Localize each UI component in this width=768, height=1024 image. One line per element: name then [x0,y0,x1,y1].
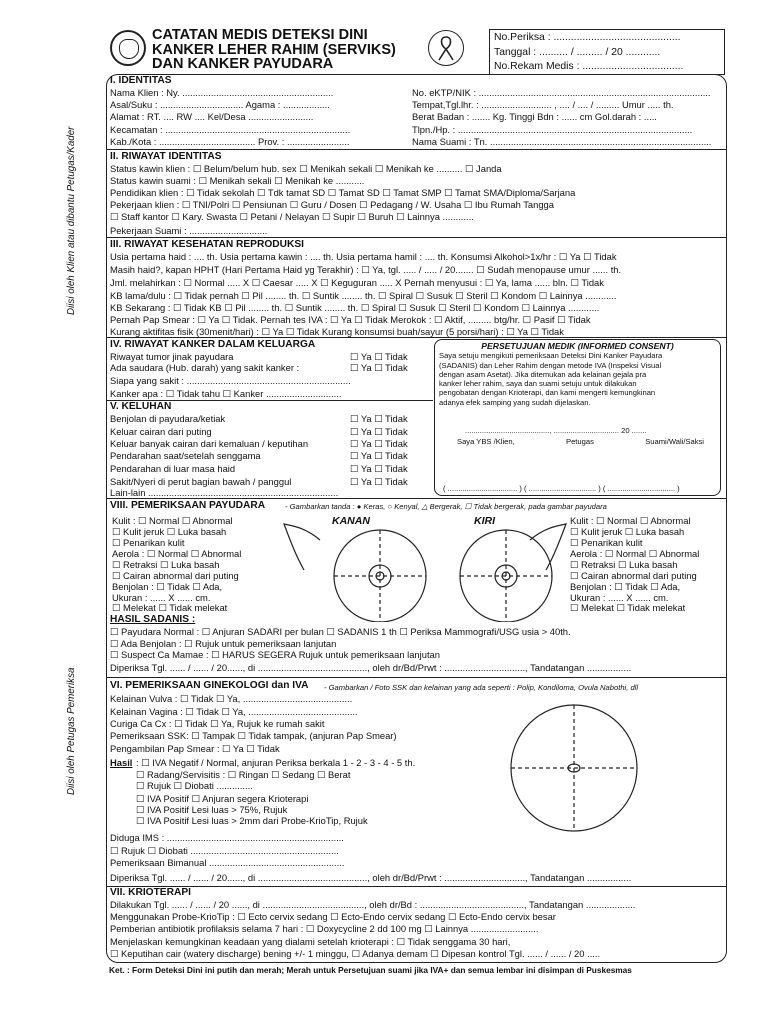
section-heading-keluarga: IV. RIWAYAT KANKER DALAM KELUARGA [110,339,316,350]
pemeriksaan-ssk-row[interactable]: Pemeriksaan SSK: ☐ Tampak ☐ Tidak tampak, (anjuran Pap Smear) [110,730,397,741]
consent-title: PERSETUJUAN MEDIK (INFORMED CONSENT) [481,341,674,351]
payudara-diperiksa-row[interactable]: Diperiksa Tgl. ...... / ...... / 20......, di .........................................., oleh dr/Bd/Prwt : ..............................., Tandatangan ................. [110,662,632,673]
keluhan-cairan-puting: Keluar cairan dari puting [110,426,212,437]
aerola-kiri-row[interactable]: Aerola : ☐ Normal ☐ Abnormal [570,548,700,559]
siapa-sakit-field[interactable]: Siapa yang sakit : ............................................................... [110,375,351,386]
keluhan-keputihan-options[interactable]: ☐ Ya ☐ Tidak [350,438,408,449]
side-label-examiner: Diisi oleh Petugas Pemeriksa [66,667,77,795]
hasil-sadanis-heading: HASIL SADANIS : [110,614,196,625]
consent-body-line: (SADANIS) dan Leher Rahim dengan metode IVA (Inspeksi Visual [439,360,662,370]
keluhan-nyeri-perut-options[interactable]: ☐ Ya ☐ Tidak [350,476,408,487]
cairan-kanan-row[interactable]: ☐ Cairan abnormal dari puting [112,570,239,581]
kulit-kanan-row[interactable]: Kulit : ☐ Normal ☐ Abnormal [112,515,233,526]
status-kawin-klien-row[interactable]: Status kawin klien : ☐ Belum/belum hub. sex ☐ Menikah sekali ☐ Menikah ke .......... ☐ Janda [110,163,502,174]
pap-smear-pengambilan-row[interactable]: Pengambilan Pap Smear : ☐ Ya ☐ Tidak [110,743,280,754]
benjolan-kanan-row[interactable]: Benjolan : ☐ Tidak ☐ Ada, [112,581,223,592]
title-line: KANKER LEHER RAHIM (SERVIKS) [152,41,396,58]
tanggal-field[interactable]: Tanggal : .......... / ......... / 20 ............ [494,46,661,58]
nama-suami-field[interactable]: Nama Suami : Tn. ..................................................................................... [412,136,712,147]
pekerjaan-klien-row-2[interactable]: ☐ Staff kantor ☐ Kary. Swasta ☐ Petani / Nelayan ☐ Supir ☐ Buruh ☐ Lainnya ............ [110,211,474,222]
retraksi-kanan-row[interactable]: ☐ Retraksi ☐ Luka basah [112,559,220,570]
probe-kriotip-row[interactable]: Menggunakan Probe-KrioTip : ☐ Ecto cervix sedang ☐ Ecto-Endo cervix sedang ☐ Ecto-Endo cervix besar [110,911,556,922]
saudara-kanker-options[interactable]: ☐ Ya ☐ Tidak [350,362,408,373]
berat-badan-field[interactable]: Berat Badan : ....... Kg. Tinggi Bdn : ...... cm Gol.darah : ..... [412,111,657,122]
aktifitas-fisik-row[interactable]: Kurang aktifitas fisik (30menit/hari) : ☐ Ya ☐ Tidak Kurang konsumsi buah/sayur (5 porsi/hari) : ☐ Ya ☐ Tidak [110,326,564,337]
melahirkan-row[interactable]: Jml. melahirkan : ☐ Normal ..... X ☐ Caesar ..... X ☐ Keguguran ..... X Pernah menyusui : ☐ Ya, lama ...... bln. ☐ Tidak [110,277,604,288]
ada-benjolan-row[interactable]: ☐ Ada Benjolan : ☐ Rujuk untuk pemeriksaan lanjutan [110,638,337,649]
pendidikan-klien-row[interactable]: Pendidikan klien : ☐ Tidak sekolah ☐ Tdk tamat SD ☐ Tamat SD ☐ Tamat SMP ☐ Tamat SMA/Diploma/Sarjana [110,187,576,198]
divider [107,498,726,499]
asal-suku-field[interactable]: Asal/Suku : ................................ Agama : .................. [110,99,330,110]
keputihan-cair-row[interactable]: ☐ Keputihan cair (watery discharge) bening +/- 1 minggu, ☐ Adanya demam ☐ Dipesan kontrol Tgl. ...... / ...... / 20 ..... [110,948,601,959]
tempat-tgl-lahir-field[interactable]: Tempat,Tgl.lhr. : ........................... , .... / .... / ......... Umur ..... th. [412,99,674,110]
breast-diagram[interactable] [280,518,570,622]
awareness-ribbon-icon [428,30,464,66]
iva-positif-row[interactable]: ☐ IVA Positif ☐ Anjuran segera Krioterapi [136,793,309,804]
radang-row[interactable]: ☐ Radang/Servisitis : ☐ Ringan ☐ Sedang ☐ Berat [136,769,351,780]
consent-body-line: Saya setuju mengikuti pemeriksaan Deteksi Dini Kanker Payudara [439,351,663,361]
section-heading-payudara: VIII. PEMERIKSAAN PAYUDARA [110,500,266,511]
penarikan-kulit-kiri-row[interactable]: ☐ Penarikan kulit [570,537,643,548]
form-title [152,28,396,72]
iva-positif-2mm-row[interactable]: ☐ IVA Positif Lesi luas > 2mm dari Probe-KrioTip, Rujuk [136,815,368,826]
kemungkinan-keadaan-row[interactable]: Menjelaskan kemungkinan keadaan yang dialami setelah krioterapi : ☐ Tidak senggama 30 hari, [110,936,511,947]
cairan-kiri-row[interactable]: ☐ Cairan abnormal dari puting [570,570,697,581]
retraksi-kiri-row[interactable]: ☐ Retraksi ☐ Luka basah [570,559,678,570]
divider [107,149,726,150]
iva-negatif-row[interactable]: : ☐ IVA Negatif / Normal, anjuran Periksa berkala 1 - 2 - 3 - 4 - 5 th. [136,757,416,768]
side-label-client: Diisi oleh Klien atau dibantu Petugas/Kader [66,126,77,315]
consent-place-date[interactable]: ........................................, ............................... 20 ....... [465,426,647,436]
puskesmas-logo-icon [110,30,146,66]
pekerjaan-suami-field[interactable]: Pekerjaan Suami : .............................. [110,225,268,236]
kecamatan-field[interactable]: Kecamatan : ....................................................................... [110,124,351,135]
kelainan-vulva-row[interactable]: Kelainan Vulva : ☐ Tidak ☐ Ya, .......................................... [110,693,353,704]
payudara-legend: - Gambarkan tanda : ● Keras, ○ Kenyal, △ Bergerak, ☐ Tidak bergerak, pada gambar payudara [285,502,607,511]
title-line: CATATAN MEDIS DETEKSI DINI [152,27,368,43]
melekat-kanan-row[interactable]: ☐ Melekat ☐ Tidak melekat [112,602,228,613]
kb-lama-row[interactable]: KB lama/dulu : ☐ Tidak pernah ☐ Pil ........ th. ☐ Suntik ........ th. ☐ Spiral ☐ Susuk ☐ Steril ☐ Kondom ☐ Lainnya ............ [110,290,617,301]
breast-label-kanan: KANAN [332,515,370,527]
aerola-kanan-row[interactable]: Aerola : ☐ Normal ☐ Abnormal [112,548,242,559]
hasil-iva-label: Hasil [110,757,133,768]
section-heading-reproduksi: III. RIWAYAT KESEHATAN REPRODUKSI [110,239,304,250]
pekerjaan-klien-row[interactable]: Pekerjaan klien : ☐ TNI/Polri ☐ Pensiunan ☐ Guru / Dosen ☐ Pedagang / W. Usaha ☐ Ibu Rumah Tangga [110,199,554,210]
keluhan-benjolan-options[interactable]: ☐ Ya ☐ Tidak [350,413,408,424]
ektp-field[interactable]: No. eKTP/NIK : ......................................................................................... [412,87,711,98]
kelainan-vagina-row[interactable]: Kelainan Vagina : ☐ Tidak ☐ Ya, .......................................... [110,706,358,717]
saudara-kanker-row: Ada saudara (Hub. darah) yang sakit kanker : [110,362,300,373]
divider [107,237,726,238]
usia-haid-row[interactable]: Usia pertama haid : .... th. Usia pertama kawin : .... th. Usia pertama hamil : .... th. Konsumsi Alkohol>1x/hr : ☐ Ya ☐ Tidak [110,251,617,262]
consent-body-line: kanker leher rahim, saya dan suami setuju untuk dilakukan [439,379,637,389]
kulit-kiri-row[interactable]: Kulit : ☐ Normal ☐ Abnormal [570,515,691,526]
alamat-field[interactable]: Alamat : RT. .... RW .... Kel/Desa ......................... [110,111,314,122]
section-heading-riwayat-identitas: II. RIWAYAT IDENTITAS [110,151,222,162]
keluhan-benjolan: Benjolan di payudara/ketiak [110,413,226,424]
section-heading-ginekologi: VI. PEMERIKSAAN GINEKOLOGI dan IVA [110,680,309,691]
nama-klien-field[interactable]: Nama Klien : Ny. .......................................................... [110,87,334,98]
consent-body-line: dengan asam Asetat). Jika ditemukan ada kelainan gejala pra [439,369,647,379]
antibiotik-row[interactable]: Pemberian antibiotik profilaksis selama 7 hari : ☐ Doxycycline 2 dd 100 mg ☐ Lainnya .......................... [110,923,539,934]
consent-signer-petugas: Petugas [566,437,594,447]
hpht-row[interactable]: Masih haid?, kapan HPHT (Hari Pertama Haid yg Terakhir) : ☐ Ya, tgl. ..... / ..... / 20....... ☐ Sudah menopause umur ...... th. [110,264,622,275]
keluhan-cairan-puting-options[interactable]: ☐ Ya ☐ Tidak [350,426,408,437]
kulit-jeruk-kanan-row[interactable]: ☐ Kulit jeruk ☐ Luka basah [112,526,227,537]
ginekologi-diperiksa-row[interactable]: Diperiksa Tgl. ...... / ...... / 20......, di .........................................., oleh dr/Bd/Prwt : ..............................., Tandatangan ................. [110,872,632,883]
ukuran-kiri-row[interactable]: Ukuran : ...... X ...... cm. [570,592,669,603]
informed-consent-box [434,339,721,496]
consent-body-line: adanya efek samping yang sudah dijelaskan. [439,397,591,407]
consent-signature-lines[interactable]: ( ................................. ) ( ................................ ) ( ................................ ) [443,483,680,493]
divider [107,886,726,887]
keluhan-pendarahan-senggama: Pendarahan saat/setelah senggama [110,450,261,461]
diduga-ims-field[interactable]: Diduga IMS : .................................................................... [110,832,344,843]
no-rekam-medis-field[interactable]: No.Rekam Medis : ................................... [494,61,684,73]
divider [107,677,726,678]
ims-rujuk-row[interactable]: ☐ Rujuk ☐ Diobati ......................................................... [110,845,339,856]
breast-label-kiri: KIRI [474,515,495,527]
keluhan-pendarahan-haid: Pendarahan di luar masa haid [110,463,236,474]
consent-signer-saksi: Suami/Wali/Saksi [645,437,704,447]
pap-smear-row[interactable]: Pernah Pap Smear : ☐ Ya ☐ Tidak. Pernah tes IVA : ☐ Ya ☐ Tidak Merokok : ☐ Aktif, ......... btg/hr. ☐ Pasif ☐ Tidak [110,314,591,325]
consent-signer-klien: Saya YBS /Klien, [457,437,515,447]
iva-positif-75-row[interactable]: ☐ IVA Positif Lesi luas > 75%, Rujuk [136,804,288,815]
telepon-field[interactable]: Tlpn./Hp. : .......................................................................................... [412,124,693,135]
breast-outline-kiri-armpit [530,524,566,570]
kab-kota-field[interactable]: Kab./Kota : ..................................... Prov. : ........................ [110,136,350,147]
section-heading-identitas: I. IDENTITAS [110,75,172,86]
ukuran-kanan-row[interactable]: Ukuran : ...... X ...... cm. [112,592,211,603]
breast-outline-kanan-armpit [284,524,320,570]
kanker-apa-field[interactable]: Kanker apa : ☐ Tidak tahu ☐ Kanker ............................. [110,388,342,399]
ginekologi-instruction: - Gambarkan / Foto SSK dan kelainan yang ada seperti : Polip, Kondiloma, Ovula Nabothi, dll [324,683,639,692]
keluhan-pendarahan-senggama-options[interactable]: ☐ Ya ☐ Tidak [350,450,408,461]
consent-body-line: pengobatan dengan Krioterapi, dan kami mengerti kemungkinan [439,388,656,398]
cervix-diagram[interactable] [507,701,641,835]
section-heading-krioterapi: VII. KRIOTERAPI [110,887,191,898]
penarikan-kulit-kanan-row[interactable]: ☐ Penarikan kulit [112,537,185,548]
record-meta-box [489,29,725,75]
status-kawin-suami-row[interactable]: Status kawin suami : ☐ Menikah sekali ☐ Menikah ke ........... [110,175,365,186]
keluhan-pendarahan-haid-options[interactable]: ☐ Ya ☐ Tidak [350,463,408,474]
keluhan-nyeri-perut: Sakit/Nyeri di perut bagian bawah / panggul [110,476,292,487]
benjolan-kiri-row[interactable]: Benjolan : ☐ Tidak ☐ Ada, [570,581,681,592]
payudara-normal-row[interactable]: ☐ Payudara Normal : ☐ Anjuran SADARI per bulan ☐ SADANIS 1 th ☐ Periksa Mammografi/USG usia > 40th. [110,626,571,637]
keluhan-lain-field[interactable]: Lain-lain ......................................................................... [110,487,339,498]
riwayat-tumor-row: Riwayat tumor jinak payudara [110,351,234,362]
divider [107,337,726,338]
krioterapi-dilakukan-row[interactable]: Dilakukan Tgl. ...... / ...... / 20 ......, di ......................................., oleh dr/Bd : ........................................, Tandatangan ................... [110,899,636,910]
form-footnote: Ket. : Form Deteksi Dini ini putih dan merah; Merah untuk Persetujuan suami jika IVA+ dan semua lembar ini disimpan di Puskesmas [109,965,632,975]
riwayat-tumor-options[interactable]: ☐ Ya ☐ Tidak [350,351,408,362]
bimanual-field[interactable]: Pemeriksaan Bimanual .................................................... [110,857,345,868]
suspect-ca-row[interactable]: ☐ Suspect Ca Mamae : ☐ HARUS SEGERA Rujuk untuk pemeriksaan lanjutan [110,649,440,660]
radang-tindak-row[interactable]: ☐ Rujuk ☐ Diobati .............. [136,780,253,791]
title-line: DAN KANKER PAYUDARA [152,56,334,72]
section-heading-keluhan: V. KELUHAN [110,401,172,412]
kulit-jeruk-kiri-row[interactable]: ☐ Kulit jeruk ☐ Luka basah [570,526,685,537]
no-periksa-field[interactable]: No.Periksa : ............................................ [494,32,681,43]
curiga-ca-cx-row[interactable]: Curiga Ca Cx : ☐ Tidak ☐ Ya, Rujuk ke rumah sakit [110,718,325,729]
kb-sekarang-row[interactable]: KB Sekarang : ☐ Tidak KB ☐ Pil ........ th. ☐ Suntik ........ th. ☐ Spiral ☐ Susuk ☐ Steril ☐ Kondom ☐ Lainnya ............ [110,302,600,313]
keluhan-keputihan: Keluar banyak cairan dari kemaluan / keputihan [110,438,309,449]
melekat-kiri-row[interactable]: ☐ Melekat ☐ Tidak melekat [570,602,686,613]
